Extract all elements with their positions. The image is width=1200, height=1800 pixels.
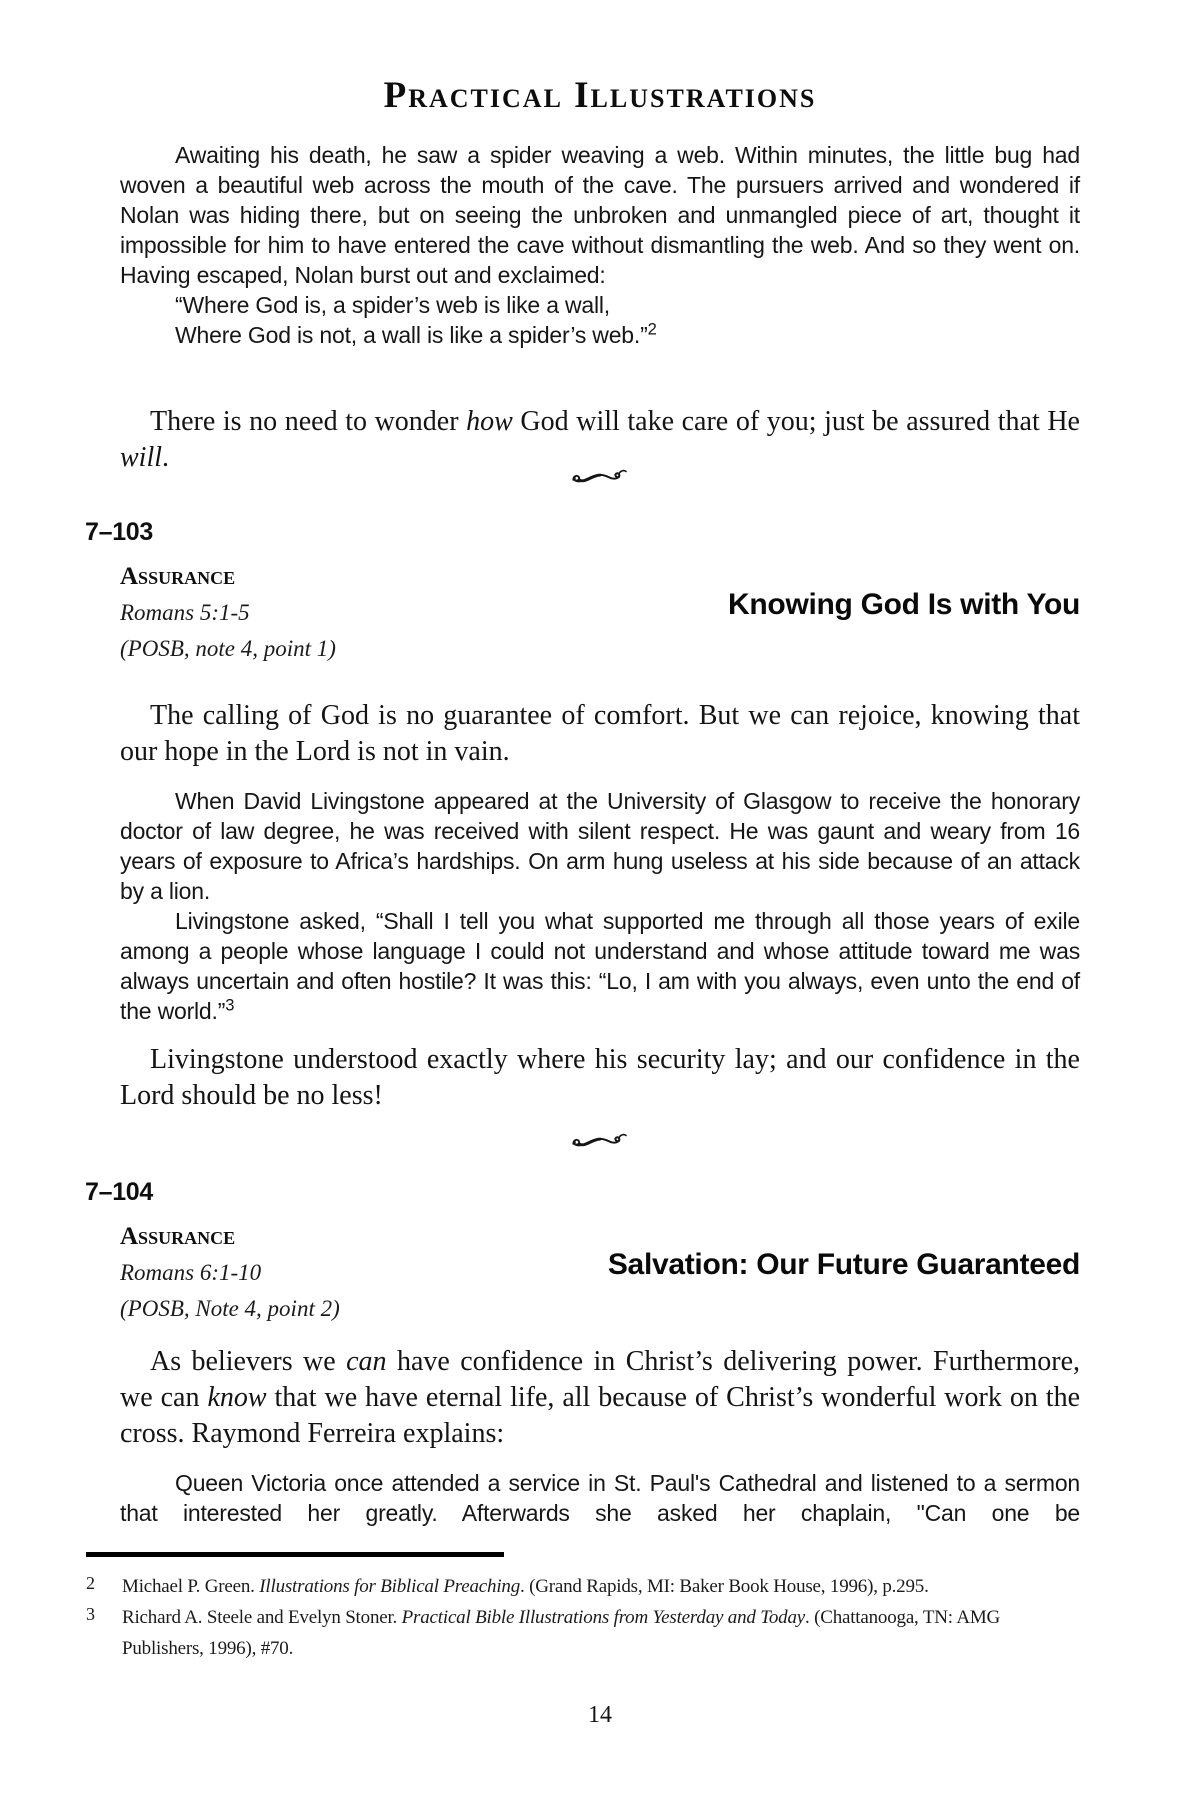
footnote-2-text-2: . (Grand Rapids, MI: Baker Book House, 1996), p.295. (520, 1576, 929, 1597)
section-1-commentary-paragraph: The calling of God is no guarantee of comfort. But we can rejoice, knowing that our hope in the Lord is not in vain. (120, 700, 1080, 767)
section-1-closing-commentary (120, 1042, 1080, 1114)
section-head-7-103 (85, 518, 1080, 667)
section-source-note: (POSB, note 4, point 1) (120, 636, 336, 661)
intro-commentary-text-3: . (162, 442, 170, 473)
footnote-2-text: Michael P. Green. (122, 1576, 260, 1597)
section-1-excerpt-paragraph-2 (120, 906, 1080, 1026)
section-2-commentary-text-2: have confidence in Christ’s delivering power. Furthermore, we can (120, 1346, 1081, 1413)
page-number: 14 (588, 1702, 612, 1728)
footnote-3 (86, 1602, 1081, 1664)
section-divider-1 (0, 462, 1200, 494)
intro-commentary-text-2: God will take care of you; just be assured that He (512, 406, 1080, 437)
footnote-3-number: 3 (86, 1604, 95, 1624)
section-2-excerpt-paragraph-1: Queen Victoria once attended a service in St. Paul's Cathedral and listened to a sermon that interested her greatly. Afterwards she asked her chaplain, "Can one be (120, 1470, 1080, 1526)
section-2-commentary-text-3: that we have eternal life, all because of Christ’s wonderful work on the cross. Raymond Ferreira explains: (120, 1382, 1080, 1449)
footnote-2-book-title: Illustrations for Biblical Preaching (259, 1576, 521, 1597)
section-2-commentary-text: As believers we (150, 1346, 347, 1377)
section-1-excerpt-paragraph-1: When David Livingstone appeared at the University of Glasgow to receive the honorary doctor of law degree, he was received with silent respect. He was gaunt and weary from 16 years of exposure to Africa’s hardships. On arm hung useless at his side because of an attack by a lion. (120, 788, 1080, 904)
footnote-3-text-2: . (Chattanooga, TN: AMG Publishers, 1996), #70. (122, 1607, 1001, 1659)
section-scripture-ref: Romans 5:1-5 (120, 600, 250, 625)
section-topic: Assurance (120, 563, 236, 590)
footnote-separator-rule (86, 1552, 504, 1557)
footnote-2 (86, 1571, 1081, 1602)
footnote-ref-2: 2 (647, 319, 657, 339)
intro-quote-line-2-text: Where God is not, a wall is like a spider’s web.” (175, 322, 648, 348)
intro-excerpt-block (120, 140, 1080, 350)
intro-excerpt-paragraph: Awaiting his death, he saw a spider weaving a web. Within minutes, the little bug had woven a beautiful web across the mouth of the cave. The pursuers arrived and wondered if Nolan was hiding there, but on seeing the unbroken and unmangled piece of art, thought it impossible for him to have entered the cave without dismantling the web. And so they went on. Having escaped, Nolan burst out and exclaimed: (120, 142, 1080, 288)
page-title: Practical Illustrations (383, 75, 817, 116)
footnote-ref-3: 3 (225, 995, 235, 1015)
swash-divider-icon (569, 1126, 631, 1158)
intro-commentary-text: There is no need to wonder (150, 406, 467, 437)
section-2-commentary-italic-2: know (207, 1382, 267, 1413)
section-title: Salvation: Our Future Guaranteed (607, 1248, 1080, 1281)
footnote-2-number: 2 (86, 1573, 95, 1593)
footnote-3-book-title: Practical Bible Illustrations from Yesterday and Today (401, 1607, 805, 1628)
section-2-commentary-italic-1: can (346, 1346, 387, 1377)
intro-commentary-italic-1: how (466, 406, 513, 437)
section-2-excerpt-block (120, 1468, 1080, 1528)
section-1-excerpt-paragraph-2-text: Livingstone asked, “Shall I tell you what supported me through all those years of exile among a people whose language I could not understand and whose attitude toward me was always uncertain and often hostile? It was this: “Lo, I am with you always, even unto the end of the world.” (120, 908, 1080, 1024)
section-scripture-ref: Romans 6:1-10 (120, 1260, 262, 1285)
section-1-commentary (120, 698, 1080, 770)
section-1-excerpt-block (120, 786, 1080, 1026)
section-number: 7–103 (85, 518, 154, 546)
section-topic: Assurance (120, 1223, 236, 1250)
intro-quote-line-1: “Where God is, a spider’s web is like a wall, (175, 292, 610, 318)
section-2-commentary (120, 1344, 1080, 1452)
section-title: Knowing God Is with You (728, 588, 1080, 621)
section-head-7-104 (85, 1178, 1080, 1327)
swash-divider-icon (569, 462, 631, 494)
footnotes-block (86, 1552, 1081, 1664)
section-divider-2 (0, 1126, 1200, 1158)
section-number: 7–104 (85, 1178, 154, 1206)
section-source-note: (POSB, Note 4, point 2) (120, 1296, 340, 1321)
footnote-3-text: Richard A. Steele and Evelyn Stoner. (122, 1607, 402, 1628)
section-1-closing-paragraph: Livingstone understood exactly where his security lay; and our confidence in the Lord should be no less! (120, 1044, 1080, 1111)
intro-commentary-italic-2: will (120, 442, 163, 473)
intro-quote-line-2 (120, 320, 1080, 350)
